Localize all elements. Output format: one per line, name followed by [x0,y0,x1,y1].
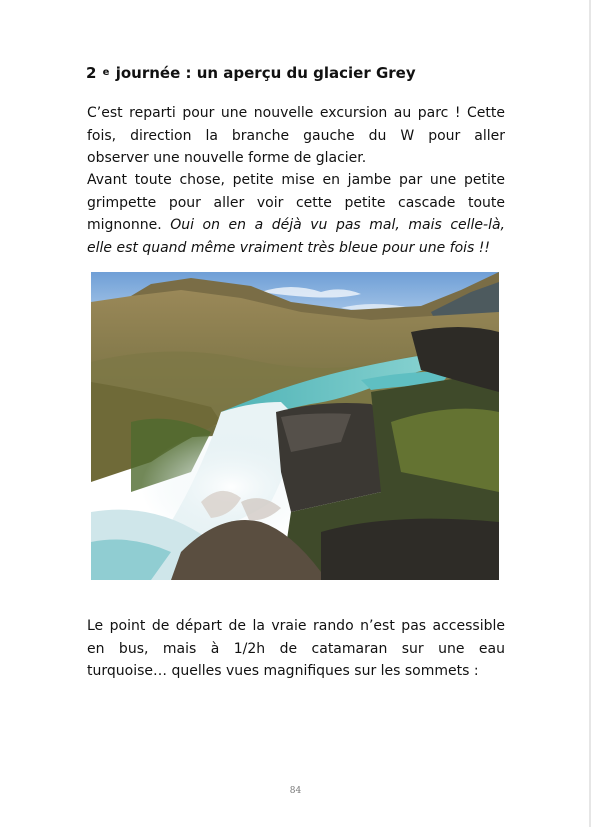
paragraph-line: Le point de départ de la vraie rando n’est pas accessible [87,618,505,634]
paragraph-line: en bus, mais à 1/2h de catamaran sur une eau [87,640,505,657]
waterfall-image [91,272,499,580]
paragraph-line: C’est reparti pour une nouvelle excursion au parc ! Cette [87,105,505,121]
paragraph-line: grimpette pour aller voir cette petite cascade toute [87,194,505,211]
paragraph-intro [87,102,505,170]
section-heading [86,64,506,82]
heading-text: journée : un aperçu du glacier Grey [115,64,416,82]
paragraph-line [87,214,505,237]
paragraph-catamaran [87,615,505,683]
heading-superscript: e [102,67,110,78]
page-number: 84 [289,786,302,796]
paragraph-italic-text: Oui on en a déjà vu pas mal, mais celle-là, [170,217,505,233]
paragraph-text: mignonne. [87,217,171,233]
paragraph-line: turquoise… quelles vues magnifiques sur les sommets : [87,663,479,679]
paragraph-line: fois, direction la branche gauche du W pour aller [87,127,505,144]
heading-number: 2 [86,64,97,82]
waterfall-photo [91,272,499,580]
paragraph-italic-line: elle est quand même vraiment très bleue pour une fois !! [87,239,490,256]
paragraph-line: Avant toute chose, petite mise en jambe par une petite [87,172,505,188]
paragraph-line: observer une nouvelle forme de glacier. [87,150,367,166]
paragraph-cascade [87,169,505,259]
